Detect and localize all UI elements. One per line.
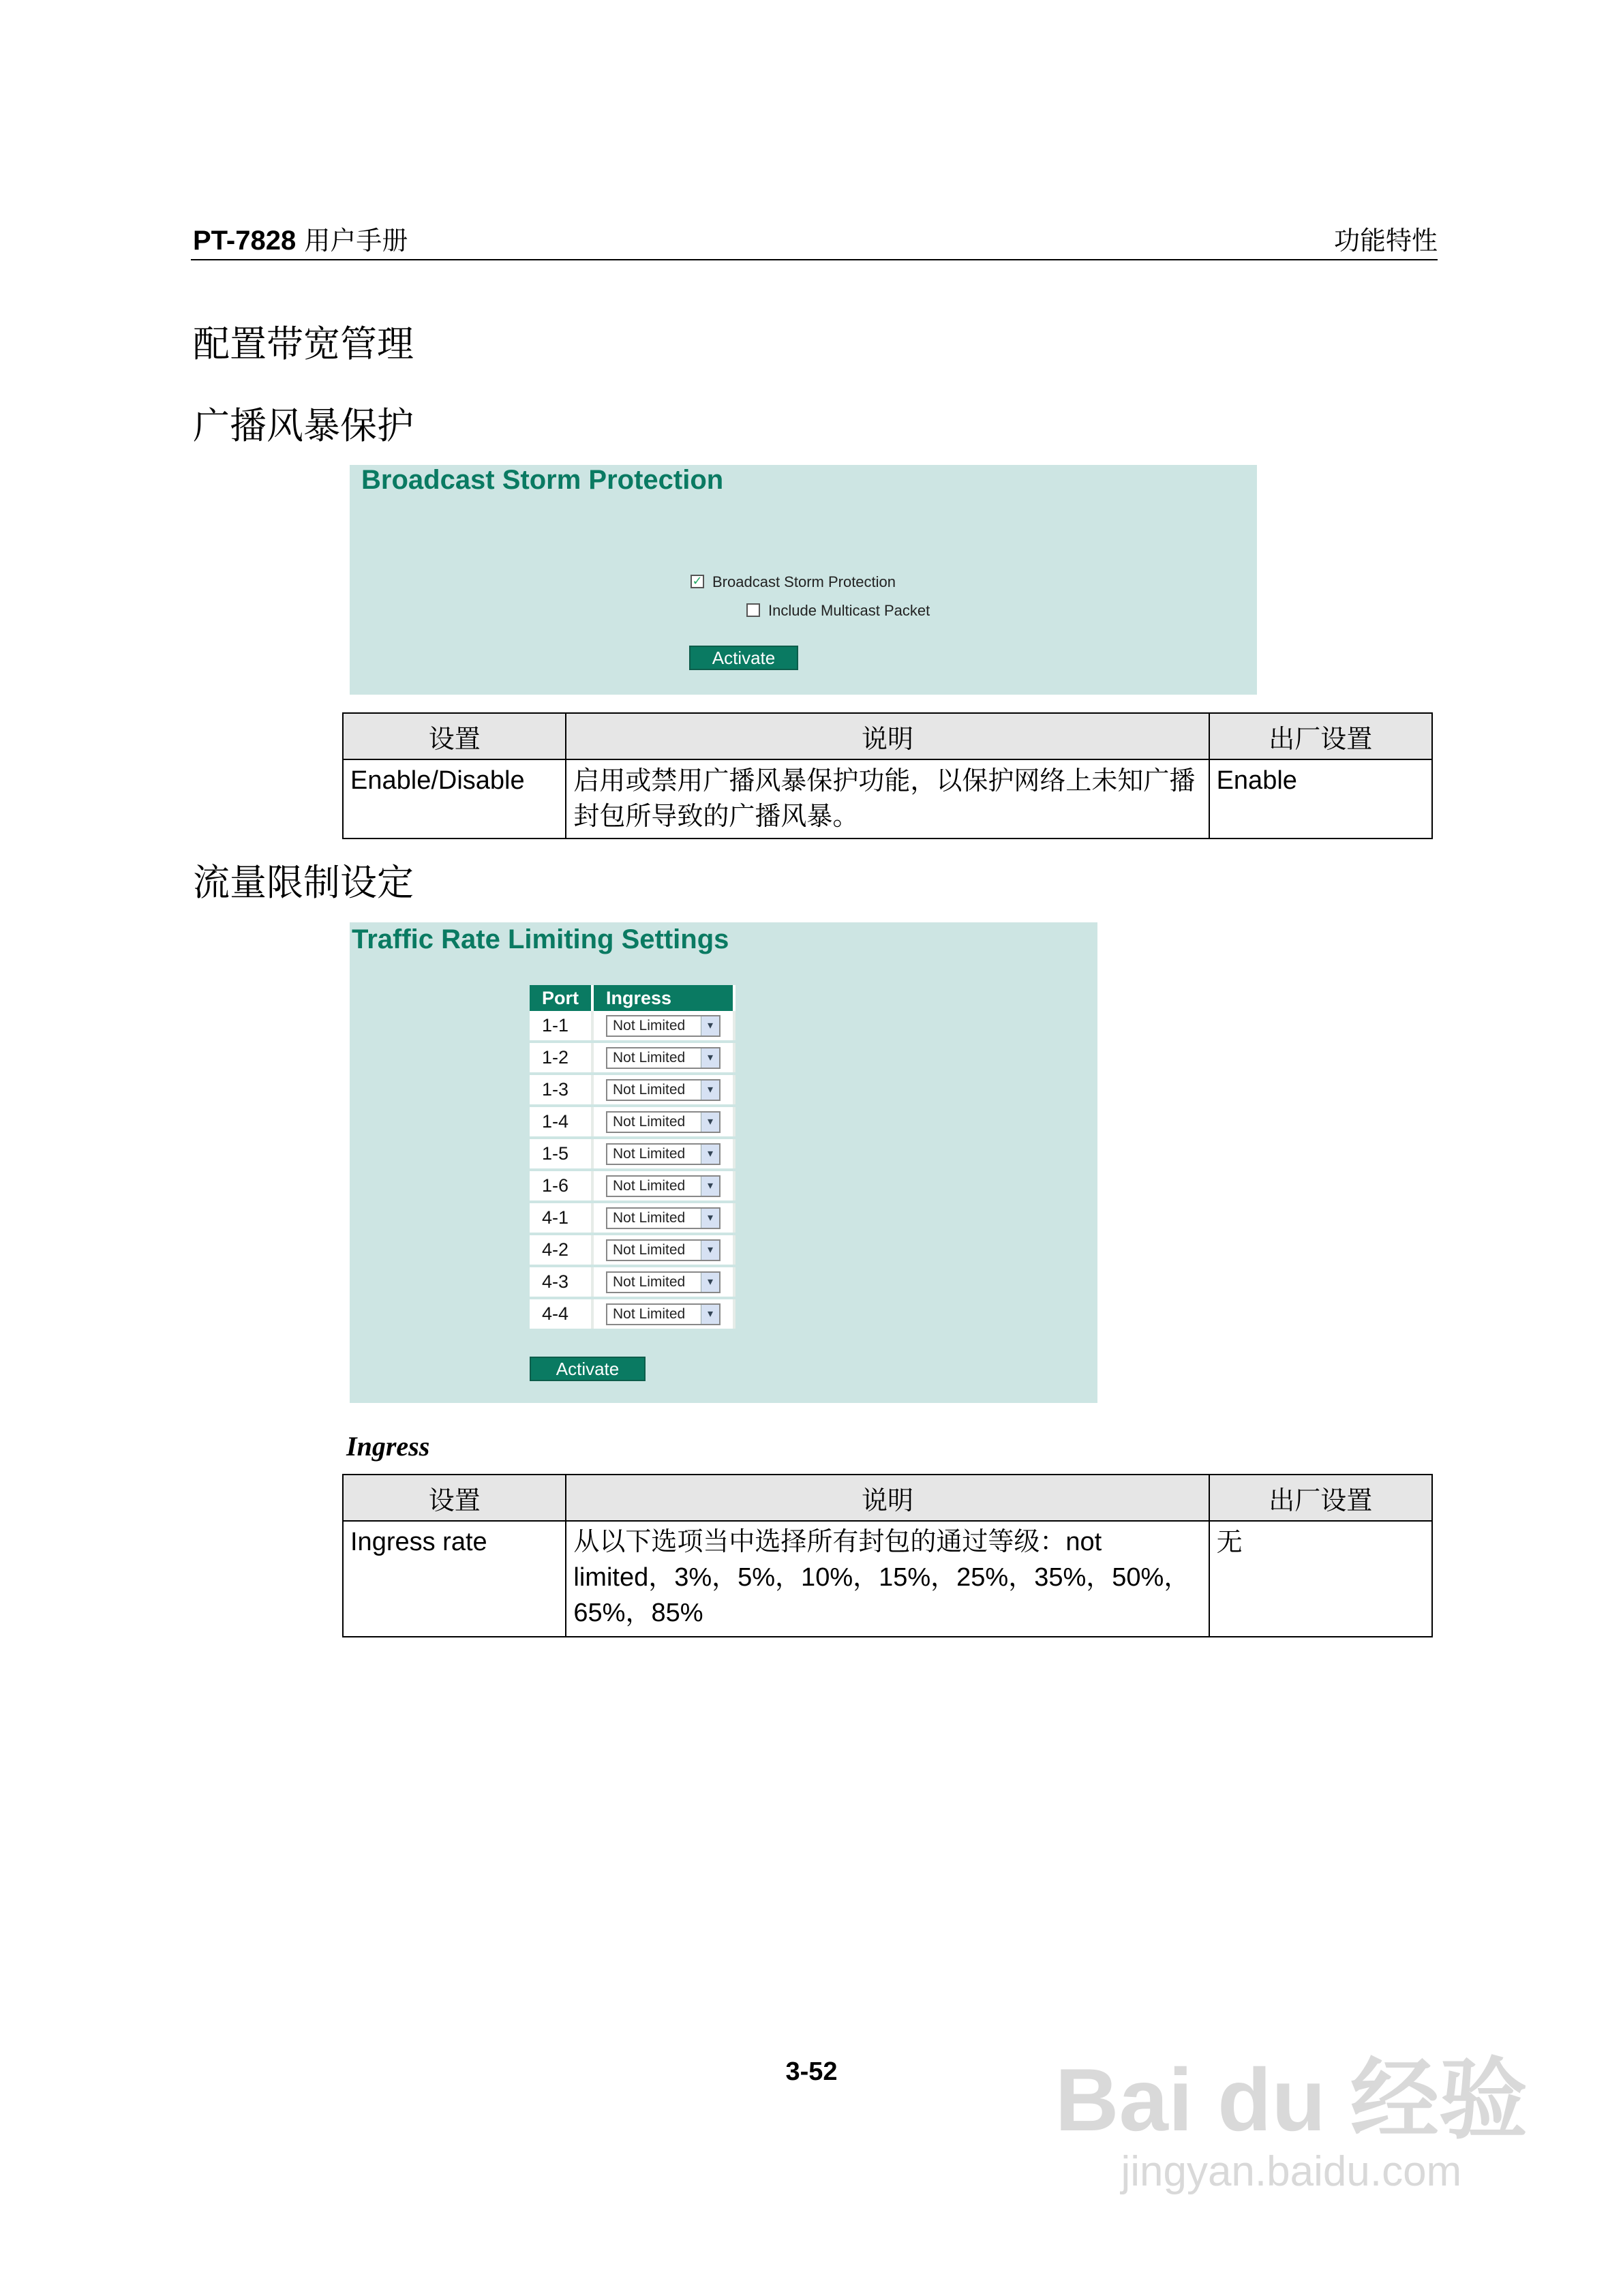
chevron-down-icon[interactable]: ▾: [701, 1273, 719, 1292]
col-header-default: 出厂设置: [1209, 1475, 1432, 1521]
table-header-row: [343, 713, 1432, 759]
ingress-rate-value: Not Limited: [613, 1081, 686, 1098]
ingress-rate-value: Not Limited: [613, 1305, 686, 1322]
table-row: [530, 1266, 734, 1298]
traffic-activate-button[interactable]: Activate: [530, 1357, 646, 1381]
doc-code: PT-7828: [193, 226, 297, 256]
include-multicast-checkbox-label: Include Multicast Packet: [768, 602, 930, 619]
table-row: [530, 1298, 734, 1330]
ingress-rate-select[interactable]: [606, 1303, 721, 1325]
port-cell: 1-3: [530, 1074, 592, 1106]
ingress-rate-select[interactable]: [606, 1175, 721, 1197]
ingress-cell: [592, 1170, 734, 1202]
chevron-down-icon[interactable]: ▾: [701, 1209, 719, 1228]
ingress-cell: [592, 1298, 734, 1330]
ingress-rate-select[interactable]: [606, 1079, 721, 1101]
port-cell: 1-1: [530, 1011, 592, 1042]
table-row: [530, 1042, 734, 1074]
ingress-rate-value: Not Limited: [613, 1273, 686, 1290]
col-header-description: 说明: [566, 1475, 1209, 1521]
table-header-row: [343, 1475, 1432, 1521]
ingress-cell: [592, 1074, 734, 1106]
setting-cell: Ingress rate: [343, 1521, 566, 1637]
port-cell: 1-5: [530, 1138, 592, 1170]
chevron-down-icon[interactable]: ▾: [701, 1305, 719, 1324]
ingress-cell: [592, 1106, 734, 1138]
table-row: [343, 1521, 1432, 1637]
table-row: [530, 1202, 734, 1234]
chevron-down-icon[interactable]: ▾: [701, 1145, 719, 1164]
col-header-setting: 设置: [343, 1475, 566, 1521]
broadcast-storm-checkbox[interactable]: [691, 575, 704, 588]
col-header-port: Port: [530, 985, 592, 1011]
chevron-down-icon[interactable]: ▾: [701, 1113, 719, 1132]
port-cell: 1-4: [530, 1106, 592, 1138]
checkmark-icon: ✓: [692, 574, 703, 588]
setting-cell: Enable/Disable: [343, 759, 566, 839]
chevron-down-icon[interactable]: ▾: [701, 1048, 719, 1068]
table-row: [530, 1170, 734, 1202]
broadcast-storm-panel: [350, 465, 1257, 695]
table-header-row: [530, 985, 734, 1011]
ingress-rate-value: Not Limited: [613, 1209, 686, 1226]
ingress-cell: [592, 1042, 734, 1074]
heading-rate-limit: 流量限制设定: [193, 861, 414, 904]
chevron-down-icon[interactable]: ▾: [701, 1081, 719, 1100]
ingress-rate-select[interactable]: [606, 1143, 721, 1165]
default-cell: 无: [1209, 1521, 1432, 1637]
description-cell: 从以下选项当中选择所有封包的通过等级：not limited，3%，5%，10%，15%，25%，35%，50%，65%，85%: [566, 1521, 1209, 1637]
ingress-cell: [592, 1234, 734, 1266]
header-section: 功能特性: [1333, 226, 1438, 256]
broadcast-activate-button[interactable]: Activate: [689, 646, 798, 670]
chevron-down-icon[interactable]: ▾: [701, 1241, 719, 1260]
include-multicast-checkbox[interactable]: [746, 603, 760, 617]
port-cell: 4-1: [530, 1202, 592, 1234]
traffic-rate-panel: [350, 922, 1097, 1403]
col-header-description: 说明: [566, 713, 1209, 759]
chevron-down-icon[interactable]: ▾: [701, 1016, 719, 1036]
ingress-rate-select[interactable]: [606, 1015, 721, 1037]
broadcast-panel-title: Broadcast Storm Protection: [361, 465, 724, 495]
baidu-watermark: [1055, 2052, 1528, 2196]
ingress-cell: [592, 1011, 734, 1042]
heading-broadcast-storm: 广播风暴保护: [193, 404, 414, 447]
ingress-cell: [592, 1202, 734, 1234]
page-number: 3-52: [785, 2057, 838, 2086]
table-row: [530, 1138, 734, 1170]
ingress-settings-table: [342, 1474, 1433, 1637]
ingress-rate-value: Not Limited: [613, 1145, 686, 1162]
ingress-rate-select[interactable]: [606, 1047, 721, 1069]
port-cell: 1-6: [530, 1170, 592, 1202]
header-divider: [191, 259, 1438, 260]
rate-limit-table: [530, 985, 735, 1331]
ingress-cell: [592, 1138, 734, 1170]
watermark-url: jingyan.baidu.com: [1121, 2148, 1462, 2195]
default-cell: Enable: [1209, 759, 1432, 839]
ingress-rate-select[interactable]: [606, 1111, 721, 1133]
ingress-rate-select[interactable]: [606, 1207, 721, 1229]
ingress-rate-select[interactable]: [606, 1271, 721, 1293]
port-cell: 4-2: [530, 1234, 592, 1266]
table-row: [530, 1074, 734, 1106]
rate-limit-rows: [530, 1011, 734, 1330]
ingress-rate-value: Not Limited: [613, 1113, 686, 1130]
header-doc-title: [193, 220, 408, 257]
chevron-down-icon[interactable]: ▾: [701, 1177, 719, 1196]
description-cell: 启用或禁用广播风暴保护功能，以保护网络上未知广播封包所导致的广播风暴。: [566, 759, 1209, 839]
col-header-default: 出厂设置: [1209, 713, 1432, 759]
port-cell: 4-3: [530, 1266, 592, 1298]
table-row: [343, 759, 1432, 839]
col-header-ingress: Ingress: [592, 985, 734, 1011]
port-cell: 4-4: [530, 1298, 592, 1330]
table-row: [530, 1106, 734, 1138]
doc-name: 用户手册: [304, 226, 408, 256]
port-cell: 1-2: [530, 1042, 592, 1074]
ingress-rate-value: Not Limited: [613, 1177, 686, 1194]
table-row: [530, 1011, 734, 1042]
col-header-setting: 设置: [343, 713, 566, 759]
ingress-rate-value: Not Limited: [613, 1049, 686, 1066]
ingress-rate-value: Not Limited: [613, 1017, 686, 1033]
table-row: [530, 1234, 734, 1266]
traffic-panel-title: Traffic Rate Limiting Settings: [352, 924, 729, 954]
broadcast-storm-checkbox-label: Broadcast Storm Protection: [712, 573, 896, 590]
watermark-logo: Bai du 经验: [1055, 2050, 1528, 2149]
ingress-rate-select[interactable]: [606, 1239, 721, 1261]
ingress-caption: Ingress: [346, 1431, 430, 1462]
ingress-cell: [592, 1266, 734, 1298]
heading-bandwidth: 配置带宽管理: [193, 322, 414, 365]
ingress-rate-value: Not Limited: [613, 1241, 686, 1258]
broadcast-settings-table: [342, 712, 1433, 839]
